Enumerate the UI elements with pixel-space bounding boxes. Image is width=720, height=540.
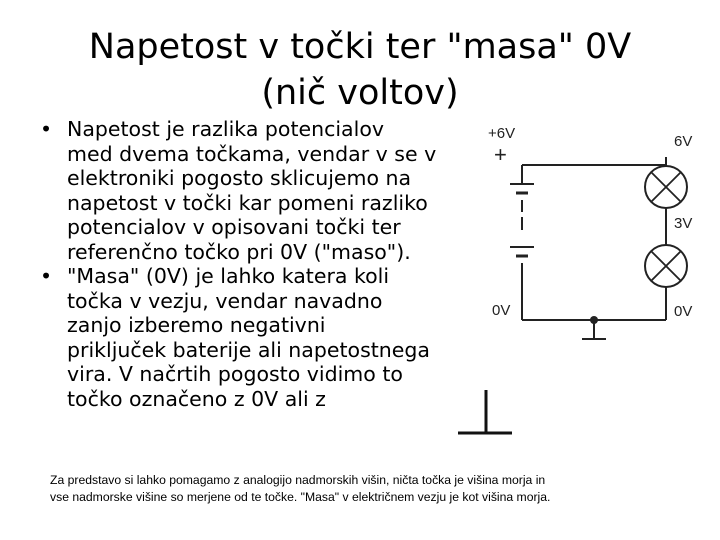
footnote-line-1: Za predstavo si lahko pomagamo z analogijo nadmorskih višin, ničta točka je višina morja in bbox=[50, 473, 546, 487]
bullet-line: Napetost je razlika potencialov bbox=[67, 117, 384, 141]
plus-sign: + bbox=[494, 142, 507, 167]
title-line-1: Napetost v točki ter "masa" 0V bbox=[88, 27, 632, 67]
bullet-line: elektroniki pogosto sklicujemo na bbox=[67, 166, 412, 190]
slide-title bbox=[60, 24, 660, 116]
bullet-list bbox=[40, 117, 460, 411]
bullet-line: priključek baterije ali napetostnega bbox=[67, 337, 430, 362]
bullet-line: točko označeno z 0V ali z bbox=[67, 386, 326, 411]
ground-symbol-icon bbox=[452, 388, 518, 438]
bullet-line: zanjo izberemo negativni bbox=[67, 313, 326, 337]
right-3v-label: 3V bbox=[674, 215, 693, 232]
title-line-2: (nič voltov) bbox=[261, 73, 459, 113]
ground-node-dot bbox=[590, 316, 598, 324]
right-0v-label: 0V bbox=[674, 303, 693, 320]
left-0v-label: 0V bbox=[492, 302, 511, 319]
bullet-line: referenčno točko pri 0V ("maso"). bbox=[67, 239, 411, 264]
bullet-line: vira. V načrtih pogosto vidimo to bbox=[67, 362, 403, 386]
bullet-line: točka v vezju, vendar navadno bbox=[67, 288, 383, 313]
bullet-line: potencialov v opisovani točki ter bbox=[67, 215, 401, 239]
lamp-lower bbox=[645, 245, 687, 287]
bullet-line: med dvema točkama, vendar v se v bbox=[67, 141, 437, 166]
bullet-item bbox=[40, 264, 460, 411]
battery-upper bbox=[510, 184, 534, 230]
circuit-diagram bbox=[478, 122, 710, 350]
bullet-line: "Masa" (0V) je lahko katera koli bbox=[67, 264, 390, 288]
bullet-item bbox=[40, 117, 460, 264]
footnote bbox=[50, 472, 690, 506]
bullet-dot: • bbox=[40, 264, 53, 288]
bullet-line: napetost v točki kar pomeni razliko bbox=[67, 190, 428, 215]
footnote-line-2: vse nadmorske višine so merjene od te točke. "Masa" v električnem vezju je kot višina morja. bbox=[50, 490, 551, 504]
bullet-dot: • bbox=[40, 117, 53, 141]
right-6v-label: 6V bbox=[674, 133, 693, 150]
plus-6v-label: +6V bbox=[488, 125, 516, 142]
battery-lower bbox=[510, 247, 534, 278]
lamp-upper bbox=[645, 166, 687, 208]
